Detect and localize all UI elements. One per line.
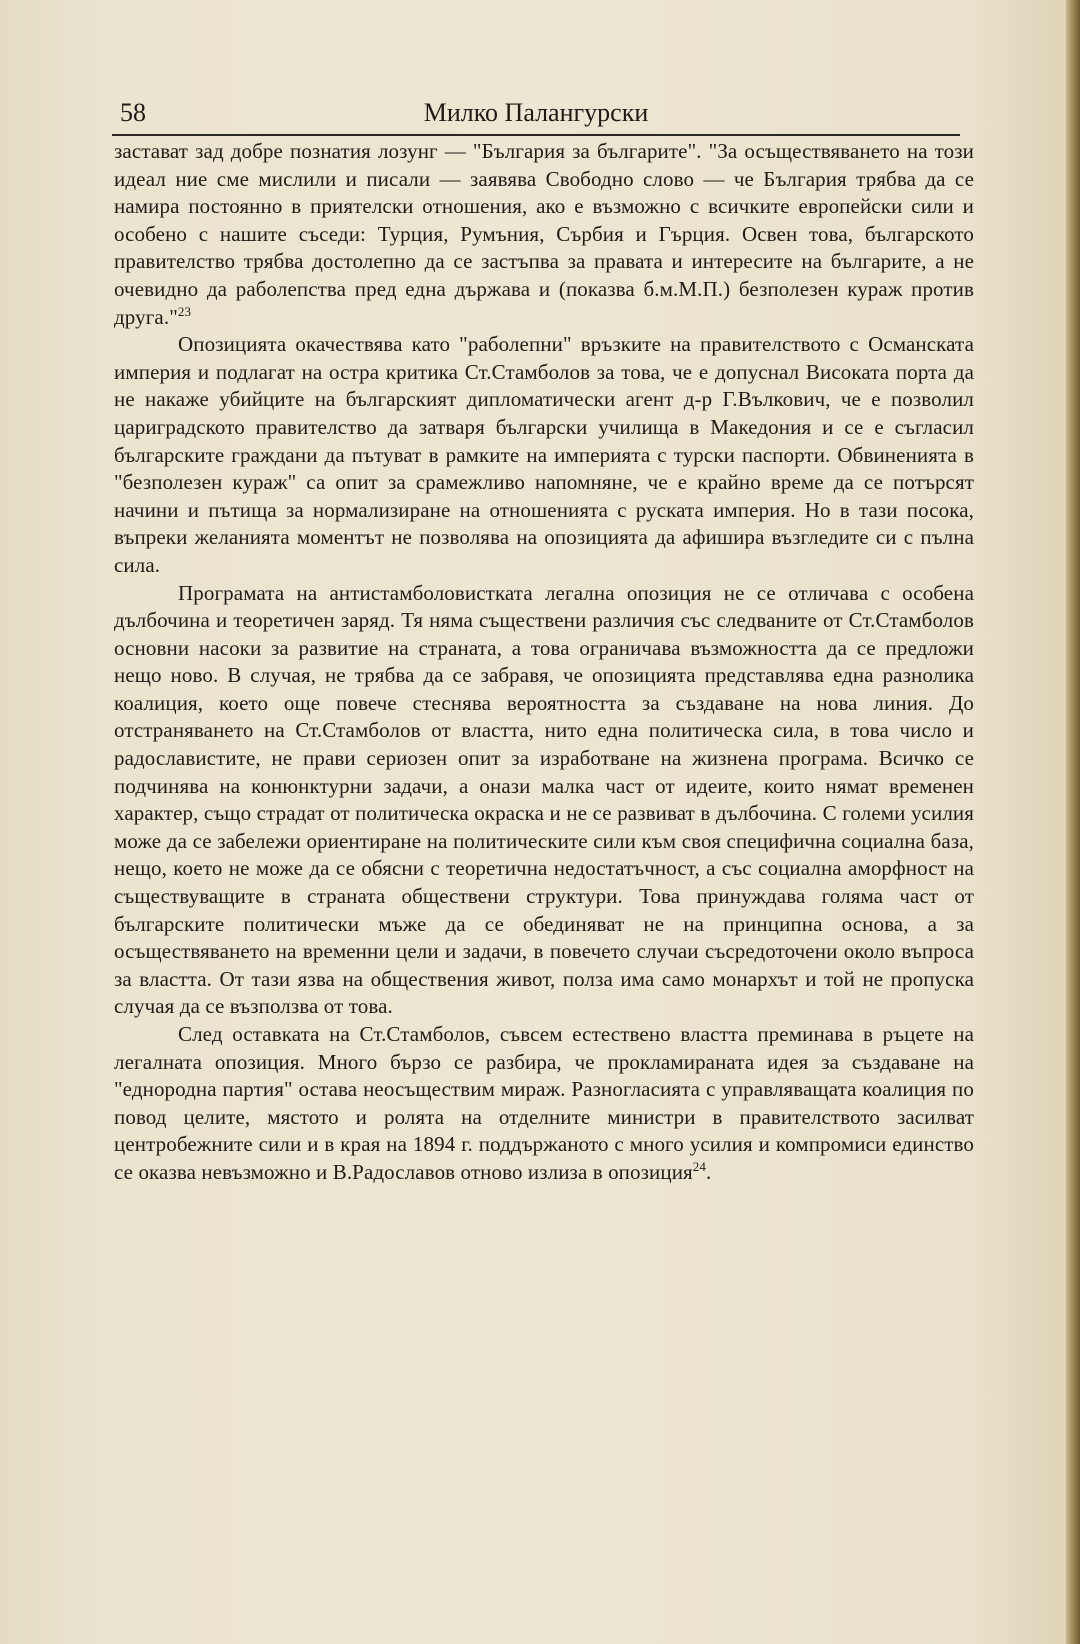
- paragraph: [114, 331, 974, 579]
- page-number: 58: [120, 98, 146, 127]
- body-text: [114, 138, 974, 1187]
- paragraph-text: Програмата на антистамболовистката легална опозиция не се отличава с особена дълбочина и теоретичен заряд. Тя няма съществени различия със следваните от Ст.Стамболов основни насоки за развитие на страната, а това ограничава възможността да се предложи нещо ново. В случая, не трябва да се забравя, че опозицията представлява една разнолика коалиция, което още повече стеснява вероятността за създаване на нова линия. До отстраняването на Ст.Стамболов от властта, нито една политическа сила, в това число и радославистите, не прави сериозен опит за изработване на жизнена програма. Всичко се подчинява на конюнктурни задачи, а онази малка част от идеите, които нямат временен характер, също страдат от политическа окраска и не се развиват в дълбочина. С големи усилия може да се забележи ориентиране на политическите сили към своя специфична социална база, нещо, което не може да се обясни с теоретична недостатъчност, а със социална аморфност на съществуващите в страната обществени структури. Това принуждава голяма част от българските политически мъже да се обединяват не на принципна основа, а за осъществяването на временни цели и задачи, в повечето случаи съсредоточени около въпроса за властта. От тази язва на обществения живот, полза има само монархът и той не пропуска случая да се възползва от това.: [114, 580, 974, 1019]
- header-rule: [112, 134, 960, 136]
- paragraph-text: След оставката на Ст.Стамболов, съвсем естествено властта преминава в ръцете на легалната опозиция. Много бързо се разбира, че прокламираната идея за създаване на "еднородна партия" остава неосъществим мираж. Разногласията с управляващата коалиция по повод целите, мястото и ролята на отделните министри в правителството засилват центробежните сили и в края на 1894 г. поддържаното с много усилия и компромиси единство се оказва невъзможно и В.Радославов отново излиза в опозиция: [114, 1022, 974, 1184]
- paragraph-ending: .: [706, 1159, 712, 1184]
- footnote-ref[interactable]: 23: [177, 303, 192, 319]
- paragraph: [114, 1021, 974, 1187]
- paragraph-text: застават зад добре познатия лозунг — "България за българите". "За осъществяването на този идеал ние сме мислили и писали — заявява Свободно слово — че България трябва да се намира постоянно в приятелски отношения, ако е възможно с всичките европейски сили и особено с нашите съседи: Турция, Румъния, Сърбия и Гърция. Освен това, българското правителство трябва достолепно да се застъпва за правата и интересите на българите, а не очевидно да раболепства пред една държава и (показва б.м.М.П.) безполезен кураж против друга.": [114, 139, 974, 329]
- running-head-author: Милко Палангурски: [423, 98, 649, 127]
- footnote-ref[interactable]: 24: [692, 1158, 706, 1174]
- page-header: [112, 92, 960, 132]
- paragraph: [114, 580, 974, 1022]
- page-edge-shadow: [1066, 0, 1080, 1644]
- paragraph: [114, 138, 974, 331]
- paragraph-text: Опозицията окачествява като "раболепни" връзките на правителството с Османската империя и подлагат на остра критика Ст.Стамболов за това, че е допуснал Високата порта да не накаже убийците на българският дипломатически агент д-р Г.Вълкович, че е позволил цариградското правителство да затваря български училища в Македония и се е съгласил българските граждани да пътуват в рамките на империята с турски паспорти. Обвиненията в "безполезен кураж" са опит за срамежливо напомняне, че е крайно време да се потърсят начини и пътища за нормализиране на отношенията с руската империя. Но в тази посока, въпреки желанията моментът не позволява на опозицията да афишира възгледите си с пълна сила.: [114, 332, 974, 577]
